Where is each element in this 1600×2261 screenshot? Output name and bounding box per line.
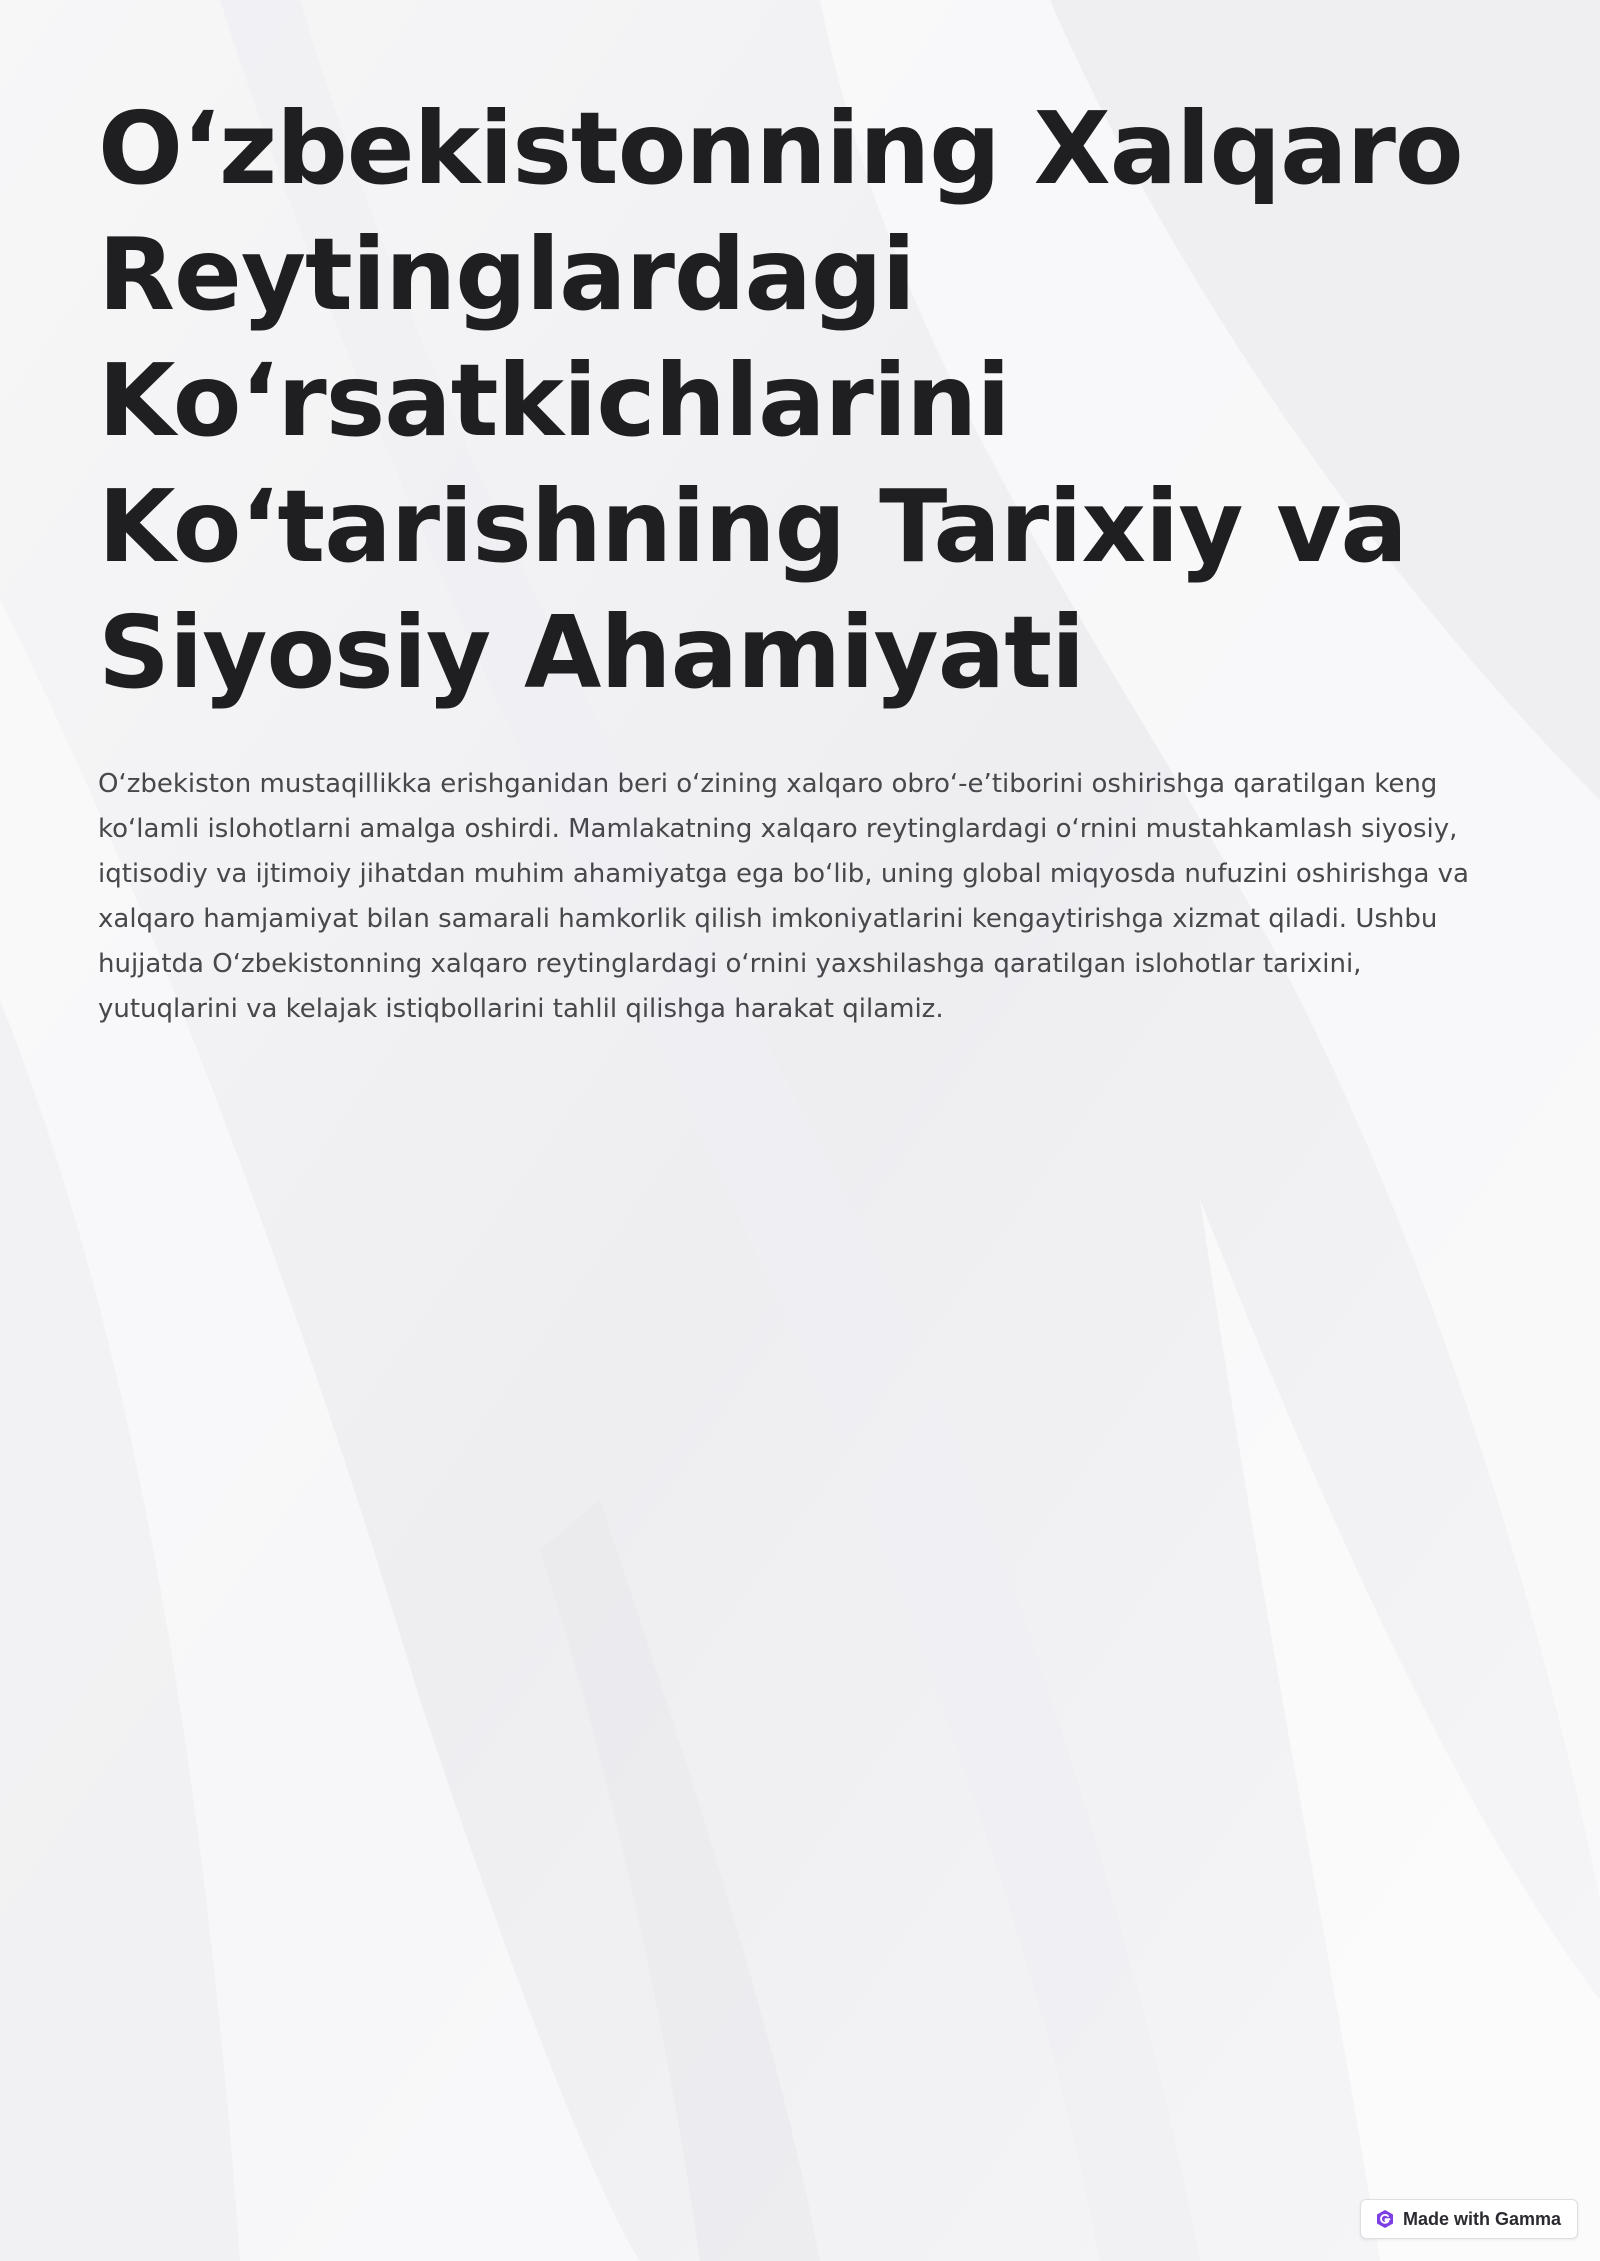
intro-paragraph: O‘zbekiston mustaqillikka erishganidan beri o‘zining xalqaro obro‘-e’tiborini oshirishga qaratilgan keng ko‘lamli islohotlarni amalga oshirdi. Mamlakatning xalqaro reytinglardagi o‘rnini mustahkamlash siyosiy, iqtisodiy va ijtimoiy jihatdan muhim ahamiyatga ega bo‘lib, uning global miqyosda nufuzini oshirishga va xalqaro hamjamiyat bilan samarali hamkorlik qilish imkoniyatlarini kengaytirishga xizmat qiladi. Ushbu hujjatda O‘zbekistonning xalqaro reytinglardagi o‘rnini yaxshilashga qaratilgan islohotlar tarixini, yutuqlarini va kelajak istiqbollarini tahlil qilishga harakat qilamiz.	[98, 769, 1469, 1024]
gamma-logo-icon	[1375, 2209, 1395, 2229]
made-with-gamma-badge[interactable]	[1360, 2199, 1578, 2239]
page-title: O‘zbekistonning Xalqaro Reytinglardagi Ko‘rsatkichlarini Ko‘tarishning Tarixiy va Siyosiy Ahamiyati	[98, 90, 1463, 711]
badge-label: Made with Gamma	[1402, 2208, 1561, 2229]
document-body	[98, 86, 1488, 1032]
